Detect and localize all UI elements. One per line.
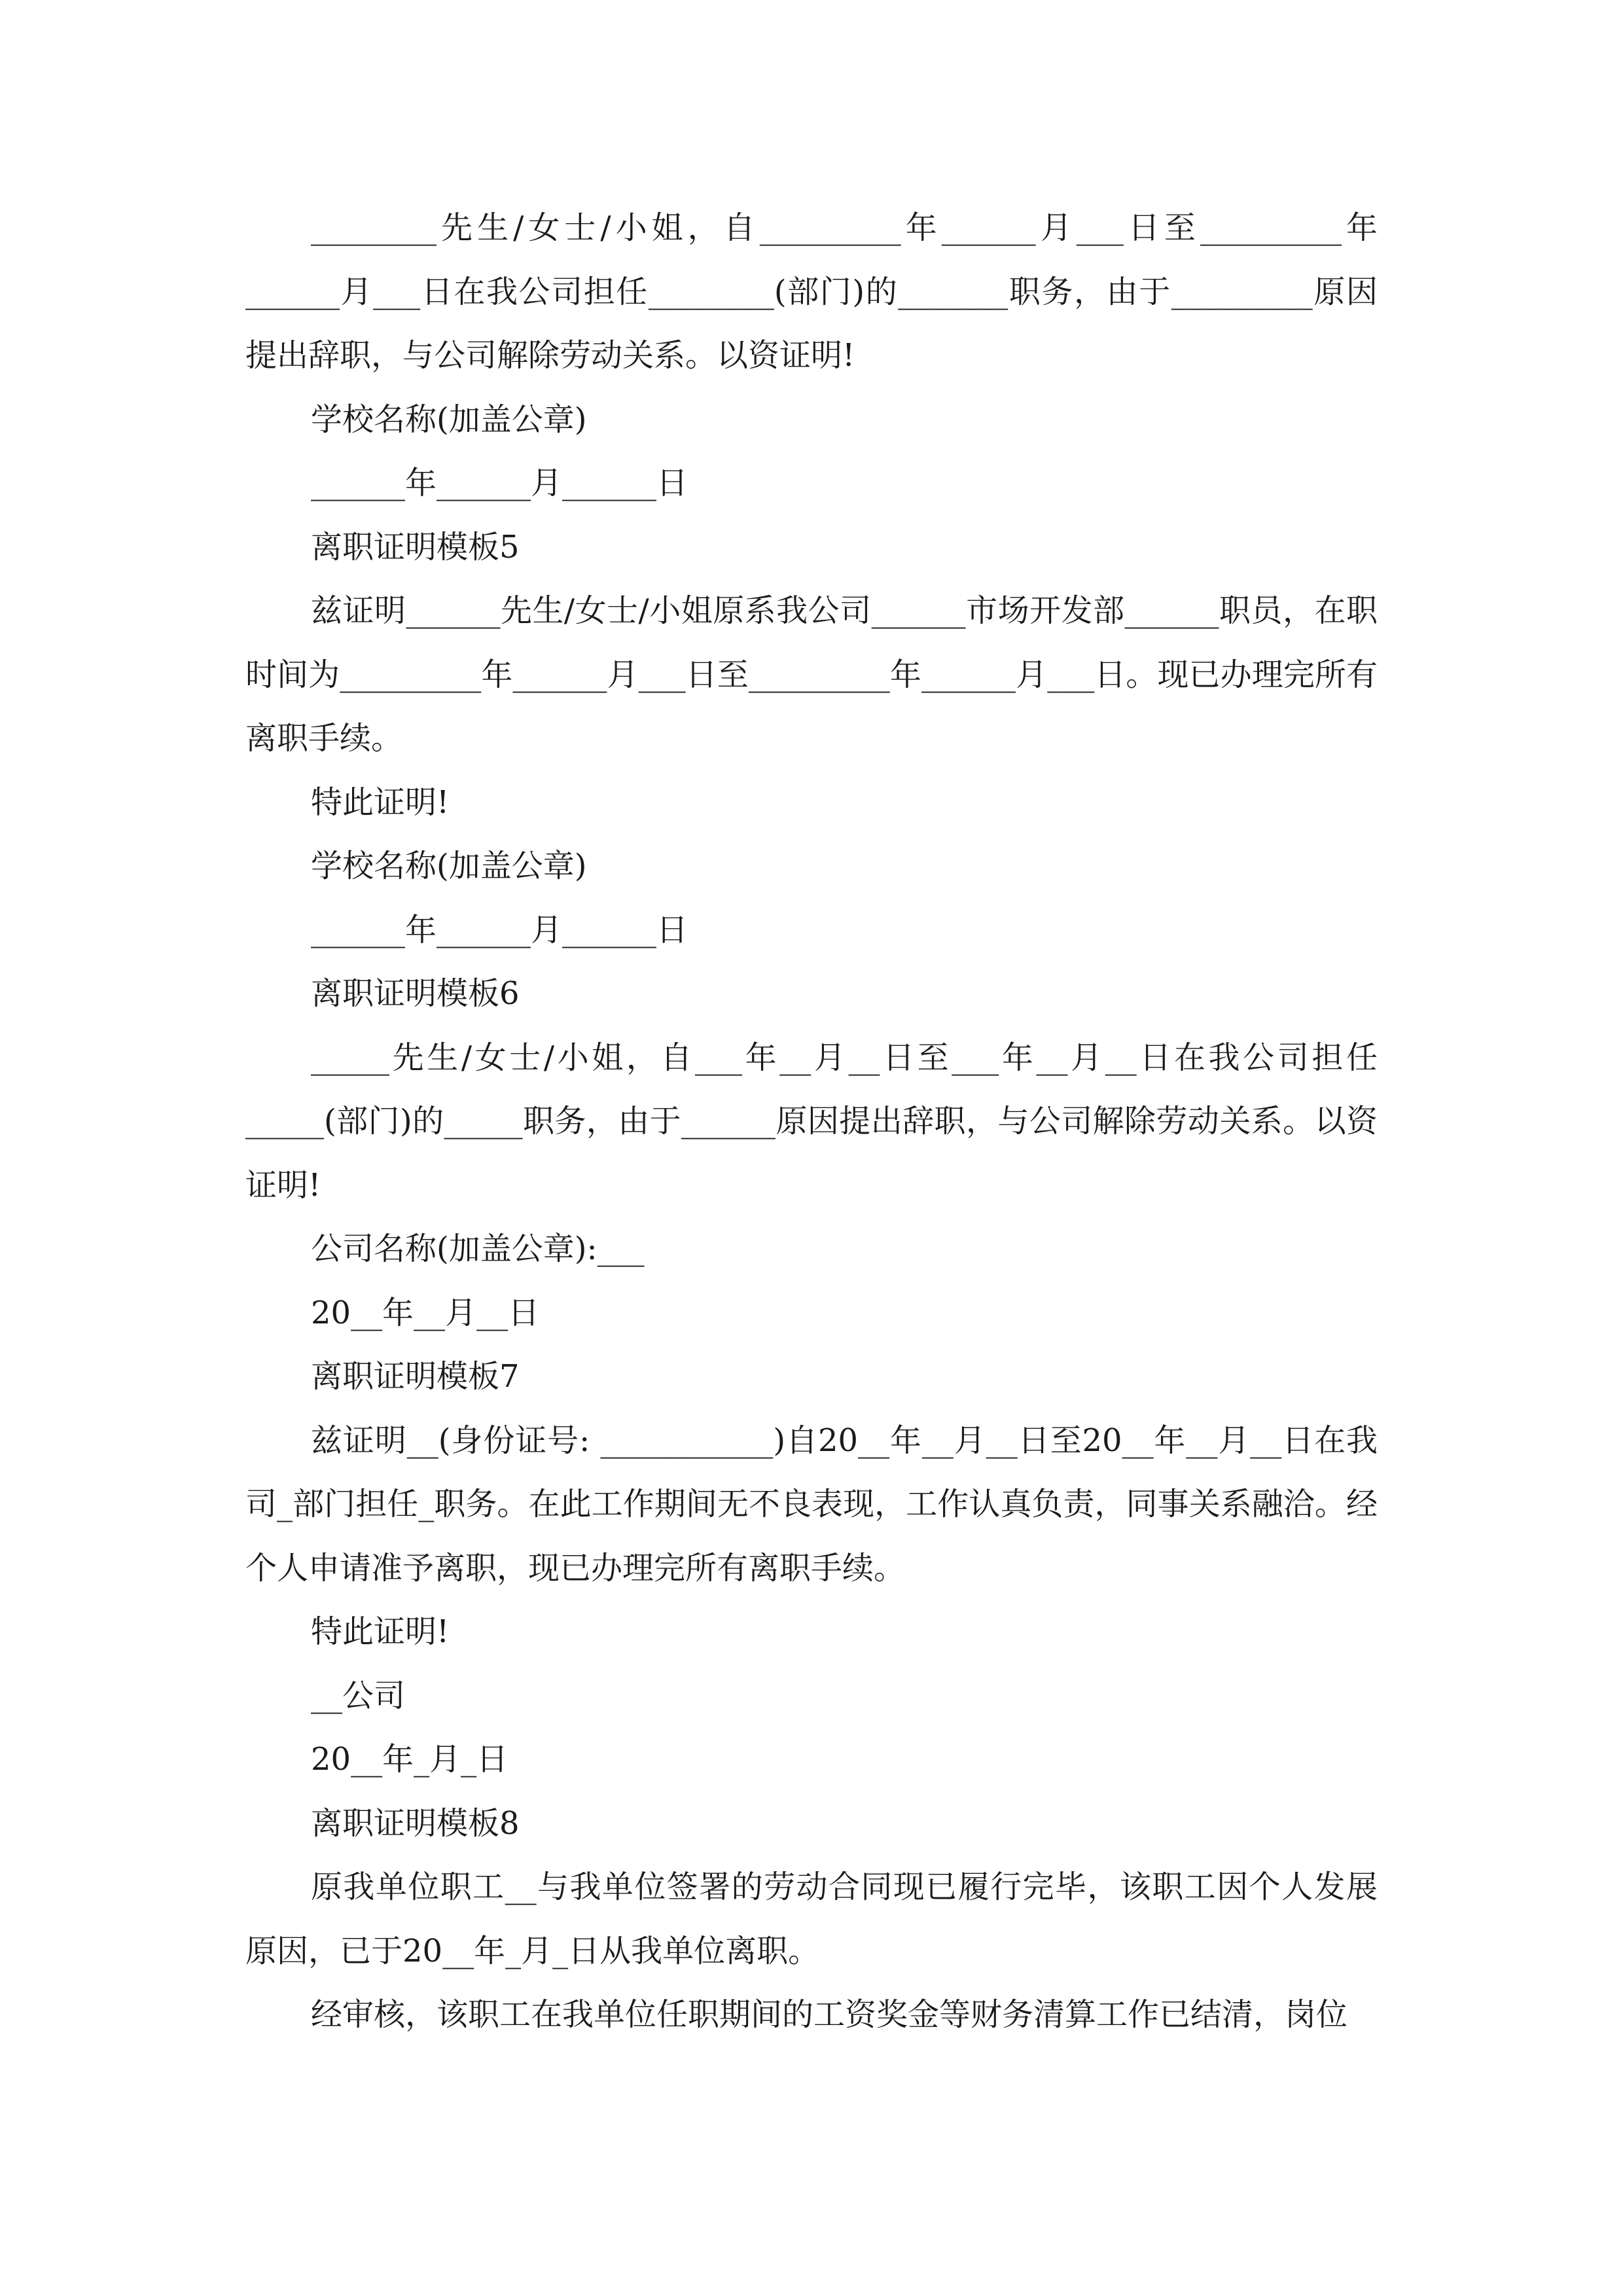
certificate-body-paragraph: 兹证明______先生/女士/小姐原系我公司______市场开发部______职员，在职时间为_________年______月___日至_________年______月___日。现已办理完所有离职手续。 (245, 592, 1378, 757)
template-8-heading: 离职证明模板8 (311, 1804, 520, 1842)
closing-line: 特此证明! (311, 1613, 450, 1650)
template-6-heading: 离职证明模板6 (311, 975, 520, 1012)
document-page (245, 196, 1378, 2047)
date-line: ______年______月______日 (311, 465, 688, 501)
certificate-body-paragraph: 原我单位职工__与我单位签署的劳动合同现已履行完毕，该职工因个人发展原因，已于20__年_月_日从我单位离职。 (245, 1869, 1378, 1969)
date-line: ______年______月______日 (311, 911, 688, 948)
school-seal-line: 学校名称(加盖公章) (311, 401, 587, 438)
certificate-body-paragraph: 兹证明__(身份证号: ___________)自20__年__月__日至20__年__月__日在我司_部门担任_职务。在此工作期间无不良表现，工作认真负责，同事关系融洽。经个人申请准予离职，现已办理完所有离职手续。 (245, 1422, 1378, 1587)
closing-line: 特此证明! (311, 783, 450, 821)
school-seal-line: 学校名称(加盖公章) (311, 848, 587, 884)
template-5-heading: 离职证明模板5 (311, 528, 520, 565)
certificate-body-paragraph: 经审核，该职工在我单位任职期间的工资奖金等财务清算工作已结清，岗位 (311, 1996, 1348, 2033)
company-line: __公司 (311, 1677, 406, 1714)
certificate-body-paragraph: _____先生/女士/小姐，自___年__月__日至___年__月__日在我公司担任_____(部门)的_____职务，由于______原因提出辞职，与公司解除劳动关系。以资证明! (245, 1039, 1378, 1204)
certificate-body-paragraph: ________先生/女士/小姐，自_________年______月___日至_________年______月___日在我公司担任________(部门)的_______职务，由于_________原因提出辞职，与公司解除劳动关系。以资证明! (245, 209, 1378, 374)
template-7-heading: 离职证明模板7 (311, 1358, 520, 1395)
date-line: 20__年_月_日 (311, 1741, 508, 1778)
company-seal-line: 公司名称(加盖公章):___ (311, 1230, 645, 1267)
date-line: 20__年__月__日 (311, 1294, 540, 1331)
